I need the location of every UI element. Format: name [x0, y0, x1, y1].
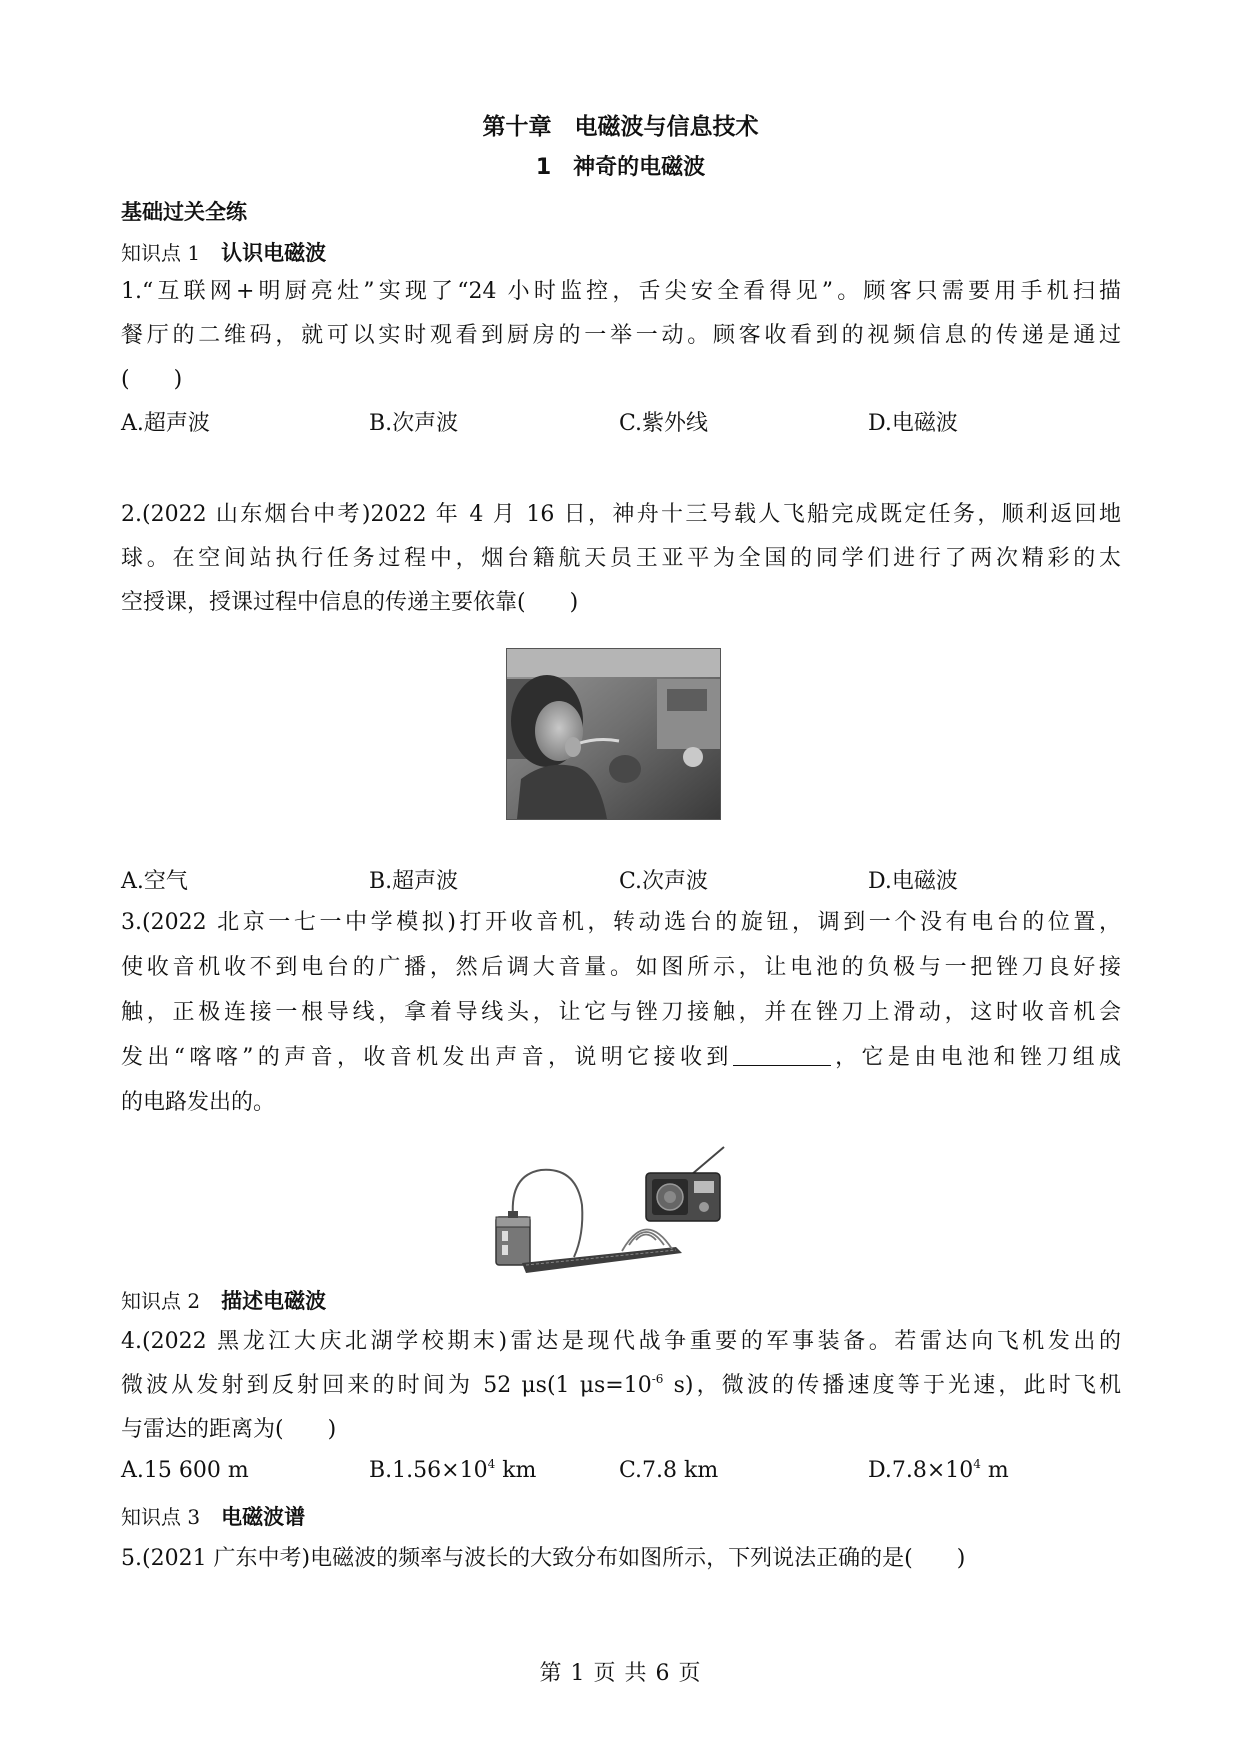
q1-line-1: 1.“互联网+明厨亮灶”实现了“24 小时监控，舌尖安全看得见”。顾客只需要用手机扫描 — [121, 279, 1121, 304]
q4-line-3: 与雷达的距离为( ) — [121, 1417, 337, 1442]
q3-line-1: 3.(2022 北京一七一中学模拟)打开收音机，转动选台的旋钮，调到一个没有电台的位置， — [121, 910, 1121, 935]
q2-line-3: 空授课，授课过程中信息的传递主要依靠( ) — [121, 590, 579, 615]
knowledge-point-2: 知识点 2 描述电磁波 — [121, 1289, 327, 1313]
q4-option-a: A.15 600 m — [121, 1458, 249, 1483]
knowledge-point-3: 知识点 3 电磁波谱 — [121, 1505, 306, 1529]
section-title: 1 神奇的电磁波 — [535, 155, 706, 180]
q3-line-5: 的电路发出的。 — [121, 1090, 276, 1115]
answer-blank[interactable] — [733, 1043, 831, 1066]
knowledge-point-1: 知识点 1 认识电磁波 — [121, 241, 327, 265]
astronaut-photo — [506, 648, 721, 820]
q1-option-b: B.次声波 — [369, 411, 459, 436]
q4-line-1: 4.(2022 黑龙江大庆北湖学校期末)雷达是现代战争重要的军事装备。若雷达向飞机发出的 — [121, 1329, 1121, 1354]
q2-line-2: 球。在空间站执行任务过程中，烟台籍航天员王亚平为全国的同学们进行了两次精彩的太 — [121, 546, 1121, 571]
q3-line-2: 使收音机收不到电台的广播，然后调大音量。如图所示，让电池的负极与一把锉刀良好接 — [121, 955, 1121, 980]
q3-line-4: 发出“喀喀”的声音，收音机发出声音，说明它接收到 ，它是由电池和锉刀组成 — [121, 1045, 1121, 1070]
q1-option-a: A.超声波 — [121, 411, 210, 436]
q3-line-3: 触，正极连接一根导线，拿着导线头，让它与锉刀接触，并在锉刀上滑动，这时收音机会 — [121, 1000, 1121, 1025]
part-title: 基础过关全练 — [121, 200, 247, 224]
chapter-title: 第十章 电磁波与信息技术 — [482, 114, 759, 140]
q4-option-d: $D.7.8\times 10^4$ m — [868, 1457, 1009, 1483]
q1-line-3: ( ) — [121, 367, 183, 392]
q1-option-d: D.电磁波 — [868, 411, 958, 436]
q2-line-1: 2.(2022 山东烟台中考)2022 年 4 月 16 日，神舟十三号载人飞船完成既定任务，顺利返回地 — [121, 502, 1121, 527]
q4-line-2: 微波从发射到反射回来的时间为 52 μs(1 $\mu s=10^{-6}$ s)，微波的传播速度等于光速，此时飞机 — [121, 1372, 1121, 1398]
q2-option-b: B.超声波 — [369, 869, 459, 894]
page-footer: 第 1 页 共 6 页 — [539, 1661, 702, 1686]
q2-option-a: A.空气 — [121, 869, 188, 894]
q1-option-c: C.紫外线 — [619, 411, 709, 436]
q2-option-d: D.电磁波 — [868, 869, 958, 894]
q4-option-b: $B.1.56\times 10^4$ km — [369, 1457, 537, 1483]
q1-line-2: 餐厅的二维码，就可以实时观看到厨房的一举一动。顾客收看到的视频信息的传递是通过 — [121, 323, 1121, 348]
battery-file-radio-figure — [486, 1145, 736, 1275]
q5-line-1: 5.(2021 广东中考)电磁波的频率与波长的大致分布如图所示，下列说法正确的是( ) — [121, 1546, 966, 1571]
q2-option-c: C.次声波 — [619, 869, 709, 894]
q4-option-c: C.7.8 km — [619, 1458, 719, 1483]
